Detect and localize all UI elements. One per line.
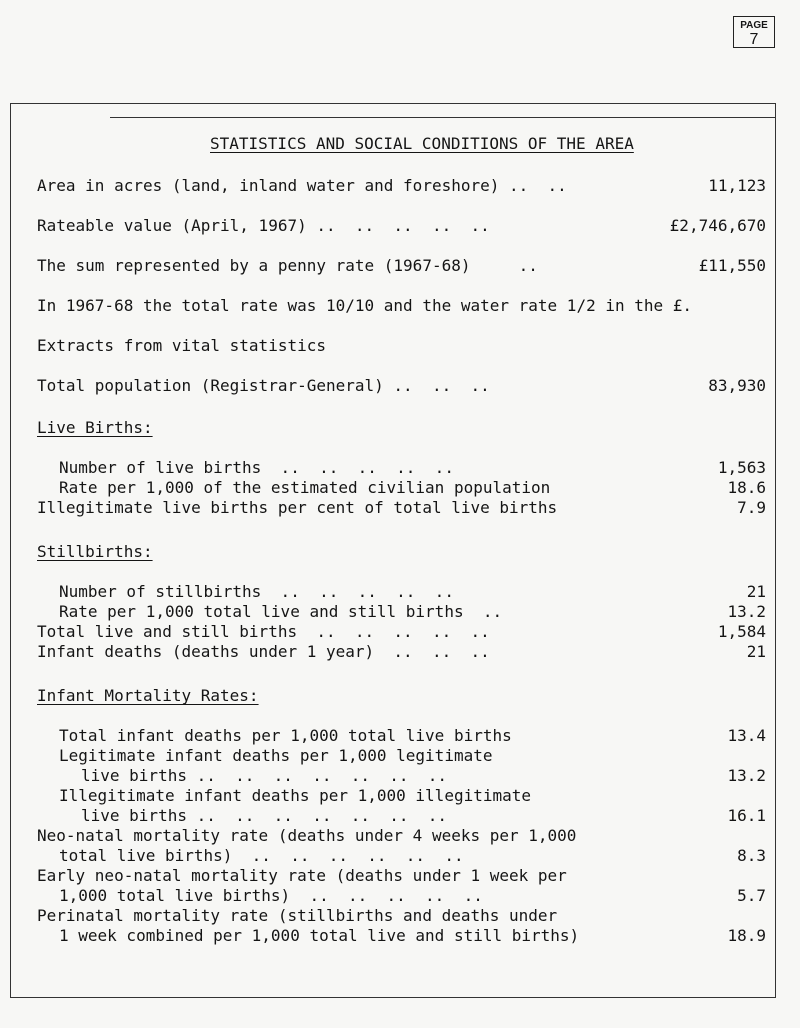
stillbirths-value: 21: [746, 582, 766, 601]
extracts-heading: Extracts from vital statistics: [37, 336, 326, 355]
mortality-line: Total infant deaths per 1,000 total live births: [59, 726, 512, 745]
stillbirths-value: 13.2: [727, 602, 766, 621]
rate-note: In 1967-68 the total rate was 10/10 and the water rate 1/2 in the £.: [37, 296, 693, 315]
mortality-value: 5.7: [737, 886, 766, 905]
mortality-value: 13.2: [727, 766, 766, 785]
page-label: PAGE: [740, 20, 768, 31]
mortality-line: live births .. .. .. .. .. .. ..: [81, 766, 448, 785]
mortality-value: 8.3: [737, 846, 766, 865]
mortality-line: Legitimate infant deaths per 1,000 legitimate: [59, 746, 493, 765]
stillbirths-row: Total live and still births .. .. .. .. ..: [37, 622, 490, 641]
infant-mortality-heading: Infant Mortality Rates:: [37, 686, 259, 705]
live-births-row: Rate per 1,000 of the estimated civilian population: [59, 478, 551, 497]
page-title: STATISTICS AND SOCIAL CONDITIONS OF THE AREA: [210, 134, 634, 153]
mortality-line: Perinatal mortality rate (stillbirths and deaths under: [37, 906, 558, 925]
rateable-value-label: Rateable value (April, 1967) .. .. .. .. ..: [37, 216, 490, 235]
area-value: 11,123: [708, 176, 766, 195]
live-births-value: 18.6: [727, 478, 766, 497]
stillbirths-row: Rate per 1,000 total live and still births ..: [59, 602, 503, 621]
rateable-value: £2,746,670: [669, 216, 766, 235]
penny-rate-label: The sum represented by a penny rate (1967-68) ..: [37, 256, 538, 275]
live-births-value: 1,563: [717, 458, 766, 477]
mortality-line: live births .. .. .. .. .. .. ..: [81, 806, 448, 825]
stillbirths-row: Number of stillbirths .. .. .. .. ..: [59, 582, 454, 601]
population-label: Total population (Registrar-General) .. .. ..: [37, 376, 490, 395]
mortality-line: Early neo-natal mortality rate (deaths under 1 week per: [37, 866, 567, 885]
mortality-line: Neo-natal mortality rate (deaths under 4 weeks per 1,000: [37, 826, 577, 845]
top-rule: [110, 117, 776, 118]
population-value: 83,930: [708, 376, 766, 395]
stillbirths-row: Infant deaths (deaths under 1 year) .. .. ..: [37, 642, 490, 661]
page-number: 7: [749, 31, 759, 48]
mortality-value: 13.4: [727, 726, 766, 745]
mortality-line: 1 week combined per 1,000 total live and still births): [59, 926, 580, 945]
area-label: Area in acres (land, inland water and foreshore) .. ..: [37, 176, 567, 195]
mortality-value: 16.1: [727, 806, 766, 825]
stillbirths-heading: Stillbirths:: [37, 542, 153, 561]
page-number-box: [733, 16, 775, 48]
penny-rate-value: £11,550: [698, 256, 766, 275]
live-births-row: Number of live births .. .. .. .. ..: [59, 458, 454, 477]
mortality-line: total live births) .. .. .. .. .. ..: [59, 846, 464, 865]
stillbirths-value: 21: [746, 642, 766, 661]
live-births-row: Illegitimate live births per cent of total live births: [37, 498, 558, 517]
mortality-line: 1,000 total live births) .. .. .. .. ..: [59, 886, 483, 905]
live-births-value: 7.9: [737, 498, 766, 517]
live-births-heading: Live Births:: [37, 418, 153, 437]
mortality-line: Illegitimate infant deaths per 1,000 illegitimate: [59, 786, 532, 805]
mortality-value: 18.9: [727, 926, 766, 945]
stillbirths-value: 1,584: [717, 622, 766, 641]
